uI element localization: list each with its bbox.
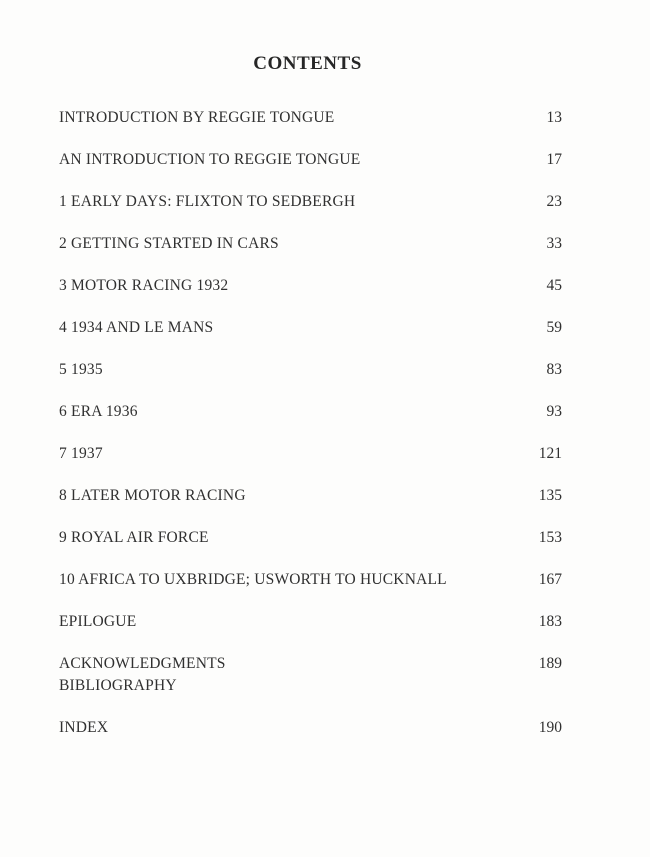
toc-entry-label: AN INTRODUCTION TO REGGIE TONGUE	[59, 151, 361, 168]
toc-entry-page-number: 23	[546, 193, 562, 210]
toc-entry-label: 2 GETTING STARTED IN CARS	[59, 235, 279, 252]
toc-entry-label: 4 1934 AND LE MANS	[59, 319, 214, 336]
toc-entry-page-number: 83	[546, 361, 562, 378]
toc-entry-label: 3 MOTOR RACING 1932	[59, 277, 229, 294]
toc-entry-page-number: 135	[538, 487, 562, 504]
toc-entry-label: INTRODUCTION BY REGGIE TONGUE	[59, 109, 335, 126]
toc-entry-label: 7 1937	[59, 445, 103, 462]
toc-entry-page-number: 59	[546, 319, 562, 336]
toc-entry-page-number: 189	[538, 655, 562, 672]
toc-entry-label: ACKNOWLEDGMENTS	[59, 655, 226, 672]
toc-entry-page-number: 33	[546, 235, 562, 252]
toc-entry-label: EPILOGUE	[59, 613, 137, 630]
toc-entry-label: 9 ROYAL AIR FORCE	[59, 529, 209, 546]
toc-entry-page-number: 167	[538, 571, 562, 588]
toc-entry-page-number: 45	[546, 277, 562, 294]
toc-entry-label-secondary: BIBLIOGRAPHY	[59, 677, 177, 694]
toc-entry-page-number: 190	[538, 719, 562, 736]
toc-entry-page-number: 17	[546, 151, 562, 168]
toc-entry-page-number: 13	[546, 109, 562, 126]
contents-title: CONTENTS	[253, 53, 362, 74]
toc-entry-label: 8 LATER MOTOR RACING	[59, 487, 246, 504]
toc-entry-page-number: 121	[538, 445, 562, 462]
toc-entry-label: 5 1935	[59, 361, 103, 378]
toc-entry-label: 10 AFRICA TO UXBRIDGE; USWORTH TO HUCKNALL	[59, 571, 447, 588]
toc-entry-label-group	[59, 653, 226, 697]
toc-entry-page-number: 153	[538, 529, 562, 546]
toc-entry-label: INDEX	[59, 719, 109, 736]
toc-entry-page-number: 93	[546, 403, 562, 420]
toc-entry-label: 6 ERA 1936	[59, 403, 138, 420]
toc-entry-label: 1 EARLY DAYS: FLIXTON TO SEDBERGH	[59, 193, 356, 210]
toc-entry-page-number: 183	[538, 613, 562, 630]
